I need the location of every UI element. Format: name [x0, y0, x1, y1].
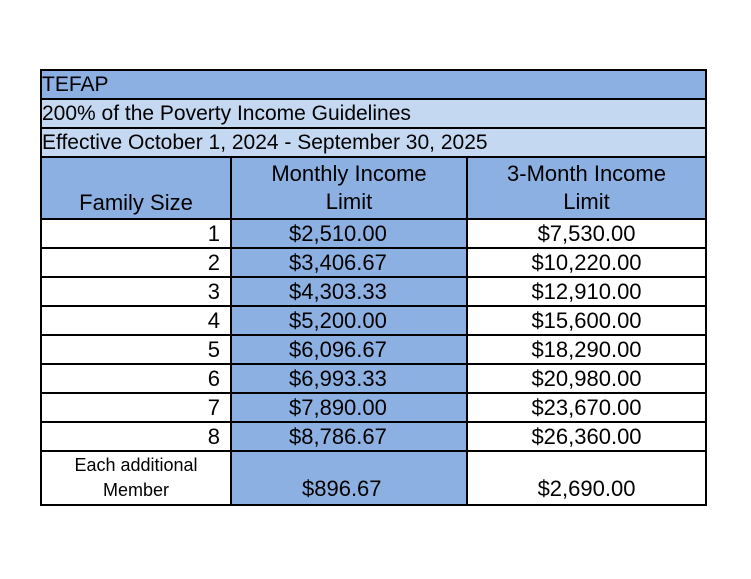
table-row: [42, 336, 705, 365]
additional-three-month-cell: [468, 452, 705, 504]
monthly-limit-cell: $6,096.67: [232, 336, 468, 363]
monthly-limit-cell: $4,303.33: [232, 278, 468, 305]
additional-three-month-value: $2,690.00: [537, 476, 636, 501]
header-three-month-line2: Limit: [563, 189, 610, 214]
table-row: [42, 423, 705, 452]
monthly-limit-cell: $5,200.00: [232, 307, 468, 334]
family-size-cell: 4: [42, 307, 232, 334]
monthly-limit-cell: $8,786.67: [232, 423, 468, 450]
table-row: [42, 394, 705, 423]
additional-label-line1: Each additional: [74, 455, 198, 475]
three-month-limit-cell: $18,290.00: [531, 337, 642, 362]
additional-member-row: [42, 452, 705, 504]
family-size-cell: 7: [42, 394, 232, 421]
three-month-limit-cell: $12,910.00: [531, 279, 642, 304]
three-month-limit-cell: $7,530.00: [537, 221, 636, 246]
family-size-cell: 8: [42, 423, 232, 450]
header-family-size: [42, 158, 232, 218]
family-size-cell: 1: [42, 220, 232, 247]
additional-member-label: [42, 452, 232, 504]
header-family-size-label: Family Size: [79, 190, 193, 215]
header-row: [42, 158, 705, 220]
table-subtitle: 200% of the Poverty Income Guidelines: [42, 100, 705, 129]
monthly-limit-cell: $3,406.67: [232, 249, 468, 276]
table-row: [42, 249, 705, 278]
table-row: [42, 365, 705, 394]
table-title: TEFAP: [42, 71, 705, 100]
table-row: [42, 220, 705, 249]
header-three-month-income: [468, 158, 705, 218]
effective-dates: Effective October 1, 2024 - September 30, 2025: [42, 129, 705, 158]
header-monthly-line1: Monthly Income: [271, 161, 427, 186]
additional-label-line2: Member: [102, 480, 169, 500]
table-row: [42, 307, 705, 336]
monthly-limit-cell: $6,993.33: [232, 365, 468, 392]
three-month-limit-cell: $23,670.00: [531, 395, 642, 420]
three-month-limit-cell: $10,220.00: [531, 250, 642, 275]
header-three-month-line1: 3-Month Income: [507, 161, 666, 186]
monthly-limit-cell: $2,510.00: [232, 220, 468, 247]
family-size-cell: 5: [42, 336, 232, 363]
three-month-limit-cell: $15,600.00: [531, 308, 642, 333]
monthly-limit-cell: $7,890.00: [232, 394, 468, 421]
family-size-cell: 3: [42, 278, 232, 305]
header-monthly-line2: Limit: [325, 189, 373, 214]
income-guidelines-table: [40, 69, 707, 506]
additional-monthly-value: $896.67: [302, 476, 382, 501]
header-monthly-income: [232, 158, 468, 218]
additional-monthly-cell: [232, 452, 468, 504]
table-row: [42, 278, 705, 307]
three-month-limit-cell: $20,980.00: [531, 366, 642, 391]
family-size-cell: 6: [42, 365, 232, 392]
family-size-cell: 2: [42, 249, 232, 276]
three-month-limit-cell: $26,360.00: [531, 424, 642, 449]
